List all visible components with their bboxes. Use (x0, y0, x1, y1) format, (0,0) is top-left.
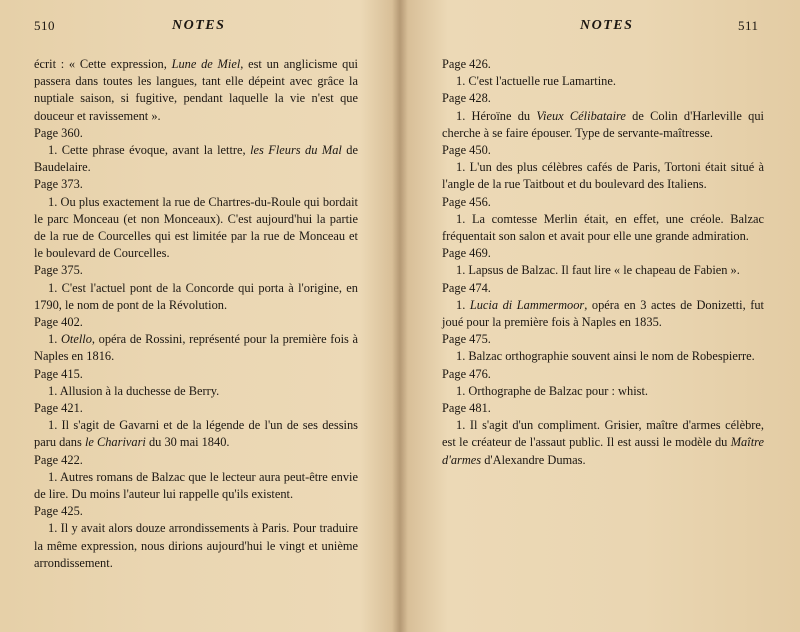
page-reference: Page 360. (34, 125, 83, 140)
continuation-paragraph: écrit : « Cette expression, Lune de Miel, est un anglicisme qui passera dans toutes les langues, tant elle dépeint avec grâce la nuptiale saison, si fugitive, pendant laquelle la vie n'est que douceur et ravissement ». (34, 57, 358, 123)
note-text: 1. Il y avait alors douze arrondissements à Paris. Pour traduire la même expression, nous dirions aujourd'hui le vingt et unième arrondissement. (34, 521, 358, 570)
page-reference: Page 481. (442, 401, 491, 416)
note-text: 1. Ou plus exactement la rue de Chartres-du-Roule qui bordait le parc Monceau (et non Monceaux). C'est aujourd'hui la partie de la rue de Courcelles qui est limitée par la rue de Monceau et le boulevard de Courcelles. (34, 194, 358, 261)
note-text: 1. Il s'agit d'un compliment. Grisier, maître d'armes célèbre, est le créateur de l'assaut public. Il est aussi le modèle du Maître d'armes d'Alexandre Dumas. (442, 418, 764, 467)
right-running-head: NOTES (580, 18, 634, 33)
page-reference: Page 475. (442, 332, 491, 347)
page-reference: Page 476. (442, 366, 491, 381)
page-reference: Page 375. (34, 263, 83, 278)
page-reference: Page 421. (34, 401, 83, 416)
note-text: 1. Autres romans de Balzac que le lecteur aura peut-être envie de lire. Du moins l'auteur lui rappelle qu'ils existent. (34, 469, 358, 502)
page-reference: Page 415. (34, 366, 83, 381)
note-text: 1. La comtesse Merlin était, en effet, une créole. Balzac fréquentait son salon et avait pour elle une grande admiration. (442, 211, 764, 244)
page-reference: Page 426. (442, 57, 491, 71)
note-text: 1. Lucia di Lammermoor, opéra en 3 actes de Donizetti, fut joué pour la première fois à Naples en 1835. (442, 297, 764, 330)
page-reference: Page 469. (442, 246, 491, 261)
note-text: 1. Orthographe de Balzac pour : whist. (456, 383, 649, 398)
page-reference: Page 428. (442, 91, 491, 106)
note-text: 1. L'un des plus célèbres cafés de Paris, Tortoni était situé à l'angle de la rue Taitbout et du boulevard des Italiens. (442, 160, 764, 192)
note-text: 1. C'est l'actuelle rue Lamartine. (456, 74, 616, 89)
note-text: 1. Balzac orthographie souvent ainsi le nom de Robespierre. (456, 349, 755, 364)
note-text: 1. Lapsus de Balzac. Il faut lire « le chapeau de Fabien ». (456, 263, 740, 278)
page-reference: Page 450. (442, 143, 491, 158)
page-reference: Page 474. (442, 280, 491, 295)
page-reference: Page 425. (34, 504, 83, 519)
page-reference: Page 373. (34, 177, 83, 192)
note-text: 1. Cette phrase évoque, avant la lettre, les Fleurs du Mal de Baudelaire. (34, 143, 358, 175)
left-running-head: NOTES (172, 18, 226, 33)
left-page-body (34, 56, 358, 572)
page-reference: Page 402. (34, 315, 83, 330)
note-text: 1. Otello, opéra de Rossini, représenté pour la première fois à Naples en 1816. (34, 332, 358, 364)
note-text: 1. Allusion à la duchesse de Berry. (48, 383, 220, 398)
note-text: 1. C'est l'actuel pont de la Concorde qui porta à l'origine, en 1790, le nom de pont de la Révolution. (34, 280, 358, 312)
note-text: 1. Il s'agit de Gavarni et de la légende de l'un de ses dessins paru dans le Charivari du 30 mai 1840. (34, 418, 358, 450)
right-page-body (442, 56, 764, 469)
page-reference: Page 456. (442, 194, 491, 209)
left-page-number: 510 (34, 18, 55, 33)
note-text: 1. Héroïne du Vieux Célibataire de Colin d'Harleville qui cherche à se faire épouser. Type de servante-maîtresse. (442, 108, 764, 140)
right-page-number: 511 (738, 18, 759, 33)
page-reference: Page 422. (34, 452, 83, 467)
right-page (400, 0, 800, 632)
